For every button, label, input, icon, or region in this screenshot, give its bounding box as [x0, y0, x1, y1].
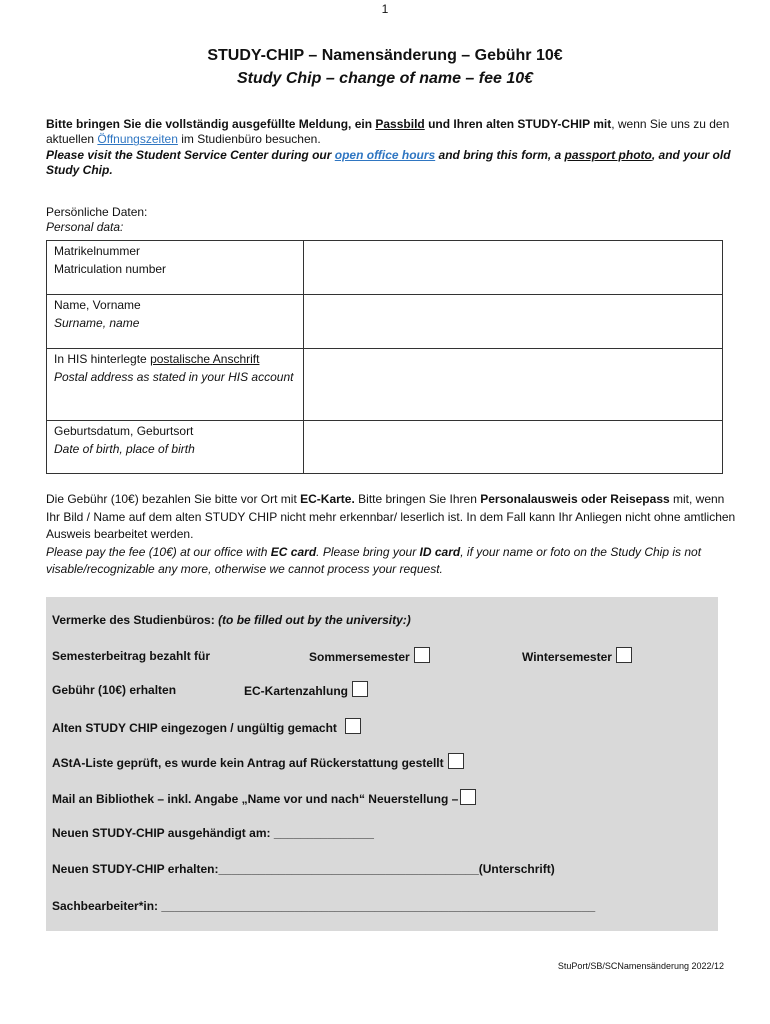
ec-payment-label: EC-Kartenzahlung	[244, 684, 349, 698]
summer-semester-checkbox[interactable]	[414, 647, 430, 663]
library-mail-checkbox[interactable]	[460, 789, 476, 805]
fee-en-part1: Please pay the fee (10€) at our office with	[46, 544, 271, 559]
fee-de-part2: Bitte bringen Sie Ihren	[354, 492, 481, 506]
name-label	[47, 295, 304, 349]
intro-en-part2: and bring this form, a	[435, 147, 565, 162]
title-german: STUDY-CHIP – Namensänderung – Gebühr 10€	[207, 47, 563, 64]
matriculation-label-en: Matriculation number	[54, 262, 167, 276]
birth-label-en: Date of birth, place of birth	[54, 442, 195, 456]
intro-de-part3: , wenn Sie uns zu den aktuellen	[46, 117, 730, 147]
fee-en-part3: , if your name or foto on the Study Chip is not visable/recognizable any more, otherwise we cannot process your request.	[46, 544, 702, 576]
ec-payment-checkbox[interactable]	[352, 681, 368, 697]
table-row-name	[47, 295, 723, 349]
office-heading-en: (to be filled out by the university:)	[218, 613, 411, 627]
page-number: 1	[381, 2, 389, 16]
intro-de-part1: Bitte bringen Sie die vollständig ausgefüllte Meldung, ein	[46, 117, 376, 131]
fee-received-label: Gebühr (10€) erhalten	[52, 683, 177, 697]
fee-en-id: ID card	[419, 544, 461, 559]
birth-label	[47, 421, 304, 474]
winter-semester-label: Wintersemester	[522, 650, 612, 664]
office-hours-link-en[interactable]: open office hours	[334, 147, 436, 162]
title-english: Study Chip – change of name – fee 10€	[236, 70, 534, 87]
office-heading	[52, 613, 411, 627]
intro-english	[46, 148, 736, 179]
old-chip-checkbox[interactable]	[345, 718, 361, 734]
table-row-address	[47, 349, 723, 421]
clerk-field[interactable]: Sachbearbeiter*in: _________________________________________________________________	[52, 899, 596, 913]
address-label	[47, 349, 304, 421]
library-mail-label: Mail an Bibliothek – inkl. Angabe „Name vor und nach“ Neuerstellung –	[52, 792, 459, 806]
intro-en-part1: Please visit the Student Service Center during our	[46, 147, 335, 162]
address-field[interactable]	[304, 349, 723, 421]
birth-label-de: Geburtsdatum, Geburtsort	[54, 424, 194, 438]
address-label-de	[54, 350, 296, 368]
table-row-matriculation	[47, 241, 723, 295]
matriculation-label	[47, 241, 304, 295]
name-label-en: Surname, name	[54, 316, 140, 330]
table-row-birth	[47, 421, 723, 474]
office-notes-panel	[46, 597, 718, 931]
winter-semester-option	[522, 647, 632, 664]
address-label-en: Postal address as stated in your HIS account	[54, 370, 294, 384]
summer-semester-label: Sommersemester	[309, 650, 410, 664]
office-heading-de: Vermerke des Studienbüros:	[52, 613, 219, 627]
summer-semester-option	[309, 647, 430, 664]
intro-german	[46, 117, 736, 148]
old-chip-label: Alten STUDY CHIP eingezogen / ungültig gemacht	[52, 721, 337, 735]
personal-data-table	[46, 240, 723, 474]
personal-data-label-de: Persönliche Daten:	[46, 205, 148, 219]
asta-label: AStA-Liste geprüft, es wurde kein Antrag auf Rückerstattung gestellt	[52, 756, 444, 770]
personal-data-label-en: Personal data:	[46, 220, 124, 235]
fee-de-ec: EC-Karte.	[300, 492, 355, 506]
winter-semester-checkbox[interactable]	[616, 647, 632, 663]
fee-english	[46, 544, 736, 579]
handed-out-field[interactable]: Neuen STUDY-CHIP ausgehändigt am: _______________	[52, 826, 374, 840]
intro-passbild: Passbild	[375, 117, 425, 131]
fee-en-part2: . Please bring your	[316, 544, 420, 559]
address-label-de-pre: In HIS hinterlegte	[54, 352, 151, 366]
personal-data-heading	[46, 205, 147, 236]
fee-de-part1: Die Gebühr (10€) bezahlen Sie bitte vor Ort mit	[46, 492, 301, 506]
asta-checkbox[interactable]	[448, 753, 464, 769]
matriculation-field[interactable]	[304, 241, 723, 295]
matriculation-label-de: Matrikelnummer	[54, 244, 141, 258]
old-chip-option	[52, 718, 361, 735]
library-mail-option	[52, 789, 476, 806]
footer-reference: StuPort/SB/SCNamensänderung 2022/12	[557, 961, 724, 971]
birth-field[interactable]	[304, 421, 723, 474]
asta-option	[52, 753, 464, 770]
ec-payment-option	[244, 681, 368, 698]
name-label-de: Name, Vorname	[54, 298, 141, 312]
address-label-de-underlined: postalische Anschrift	[150, 352, 260, 366]
semester-label: Semesterbeitrag bezahlt für	[52, 649, 211, 663]
fee-text	[46, 491, 736, 579]
intro-de-part4: im Studienbüro besuchen.	[177, 132, 321, 147]
intro-text	[46, 117, 736, 179]
intro-passport-photo: passport photo	[564, 147, 652, 162]
fee-german	[46, 491, 736, 544]
office-hours-link-de[interactable]: Öffnungszeiten	[97, 132, 178, 147]
intro-en-part3: , and your old Study Chip.	[46, 147, 731, 178]
received-signature-field[interactable]: Neuen STUDY-CHIP erhalten:_______________________________________(Unterschrift)	[52, 862, 555, 876]
intro-de-part2: und Ihren alten STUDY-CHIP mit	[424, 117, 612, 131]
name-field[interactable]	[304, 295, 723, 349]
fee-en-ec: EC card	[270, 544, 317, 559]
fee-de-ausweis: Personalausweis oder Reisepass	[480, 492, 670, 506]
fee-de-part3: mit, wenn Ihr Bild / Name auf dem alten STUDY CHIP nicht mehr erkennbar/ leserlich ist. In dem Fall kann Ihr Anliegen nicht ohne amtlichen Ausweis bearbeitet werden.	[46, 492, 736, 541]
